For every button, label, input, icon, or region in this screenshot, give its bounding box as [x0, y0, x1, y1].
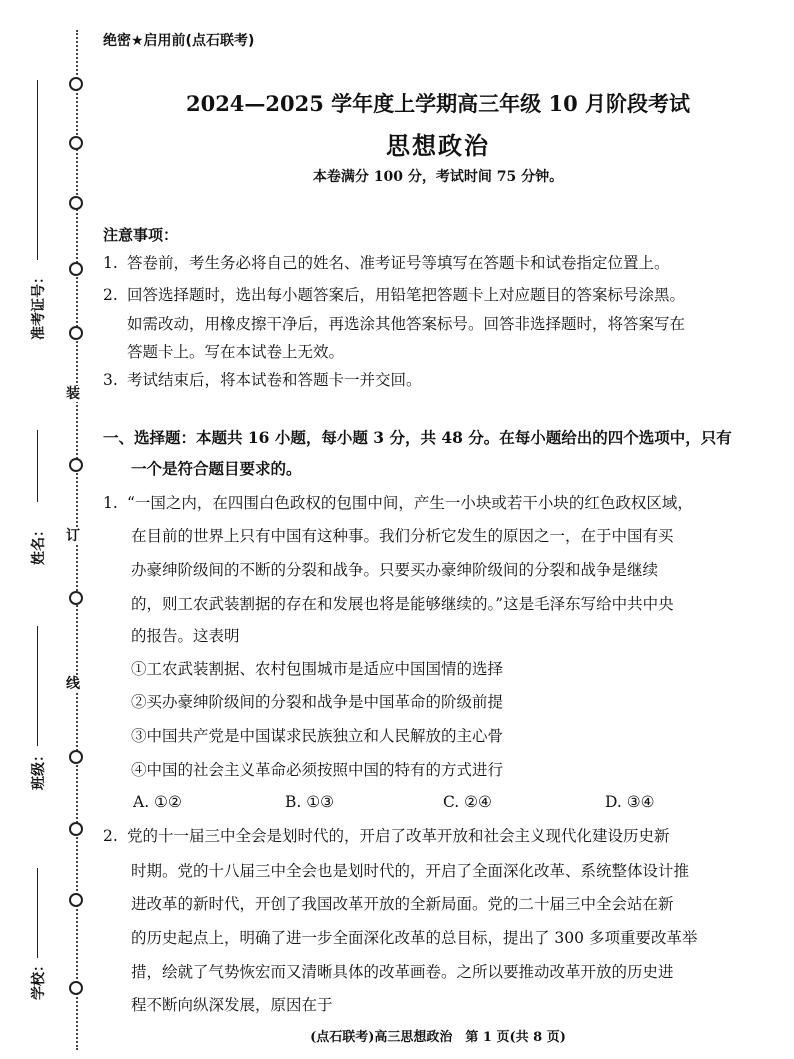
statement: ②买办豪绅阶级间的分裂和战争是中国革命的阶级前提 — [131, 693, 504, 711]
question-text: 的，则工农武装割据的存在和发展也将是能够继续的。”这是毛泽东写给中共中央 — [131, 595, 674, 613]
binding-hole — [69, 822, 83, 836]
binding-hole — [69, 458, 83, 472]
binding-margin — [0, 0, 100, 1059]
question-text: 进改革的新时代，开创了我国改革开放的全新局面。党的二十届三中全会站在新 — [131, 895, 674, 913]
question-text: “一国之内，在四围白色政权的包围中间，产生一小块或若干小块的红色政权区域， — [127, 494, 693, 512]
option-c: C. ②④ — [443, 793, 492, 811]
item-text: 答题卡上。写在本试卷上无效。 — [127, 343, 345, 361]
question-1 — [103, 493, 693, 513]
secret-label: 绝密★启用前(点石联考) — [103, 33, 255, 49]
name-label: 姓名： — [31, 523, 47, 565]
binding-hole — [69, 262, 83, 276]
item-text: 答卷前，考生务必将自己的姓名、准考证号等填写在答题卡和试卷指定位置上。 — [127, 254, 670, 272]
field-line — [37, 626, 38, 746]
question-2 — [103, 826, 670, 846]
fold-char-xian: 线 — [66, 676, 80, 692]
question-text: 的历史起点上，明确了进一步全面深化改革的总目标，提出了 300 多项重要改革举 — [131, 929, 698, 947]
binding-hole — [69, 981, 83, 995]
question-text: 程不断向纵深发展，原因在于 — [131, 996, 333, 1014]
item-number: 3. — [103, 371, 118, 389]
statement: ③中国共产党是中国谋求民族独立和人民解放的主心骨 — [131, 727, 504, 745]
question-text: 措，绘就了气势恢宏而又清晰具体的改革画卷。之所以要推动改革开放的历史进 — [131, 963, 674, 981]
exam-number-label: 准考证号： — [31, 270, 47, 340]
binding-hole — [69, 77, 83, 91]
question-number: 1. — [103, 494, 118, 512]
notice-heading: 注意事项： — [103, 226, 179, 244]
field-line — [37, 868, 38, 958]
subject-title: 思想政治 — [386, 131, 490, 160]
binding-hole — [69, 893, 83, 907]
section-heading: 一、选择题：本题共 16 小题，每小题 3 分，共 48 分。在每小题给出的四个选项中，只有 — [103, 428, 732, 447]
school-label: 学校： — [31, 958, 47, 1000]
notice-item — [103, 253, 670, 273]
statement: ①工农武装割据、农村包围城市是适应中国国情的选择 — [131, 660, 504, 678]
item-text: 考试结束后，将本试卷和答题卡一并交回。 — [127, 371, 422, 389]
binding-hole — [69, 750, 83, 764]
field-line — [37, 430, 38, 502]
exam-title: 2024—2025 学年度上学期高三年级 10 月阶段考试 — [185, 91, 691, 116]
binding-hole — [69, 196, 83, 210]
binding-hole — [69, 591, 83, 605]
option-d: D. ③④ — [605, 793, 655, 811]
option-b: B. ①③ — [285, 793, 335, 811]
question-text: 的报告。这表明 — [131, 627, 240, 645]
question-text: 党的十一届三中全会是划时代的，开启了改革开放和社会主义现代化建设历史新 — [127, 827, 670, 845]
question-text: 时期。党的十八届三中全会也是划时代的，开启了全面深化改革、系统整体设计推 — [131, 862, 690, 880]
item-text: 回答选择题时，选出每小题答案后，用铅笔把答题卡上对应题目的答案标号涂黑。 — [127, 286, 686, 304]
notice-item — [103, 370, 422, 390]
item-text: 如需改动，用橡皮擦干净后，再选涂其他答案标号。回答非选择题时，将答案写在 — [127, 315, 686, 333]
fold-char-zhuang: 装 — [66, 386, 80, 402]
binding-hole — [69, 136, 83, 150]
question-text: 办豪绅阶级间的不断的分裂和战争。只要买办豪绅阶级间的分裂和战争是继续 — [131, 561, 659, 579]
item-number: 2. — [103, 286, 118, 304]
section-heading-cont: 一个是符合题目要求的。 — [131, 459, 302, 478]
question-text: 在目前的世界上只有中国有这种事。我们分析它发生的原因之一，在于中国有买 — [131, 527, 674, 545]
field-line — [37, 80, 38, 260]
page-footer: (点石联考)高三思想政治 第 1 页(共 8 页) — [310, 1030, 566, 1045]
score-time-line: 本卷满分 100 分，考试时间 75 分钟。 — [312, 169, 564, 185]
question-number: 2. — [103, 827, 118, 845]
item-number: 1. — [103, 254, 118, 272]
class-label: 班级： — [31, 748, 47, 790]
notice-item — [103, 285, 685, 305]
statement: ④中国的社会主义革命必须按照中国的特有的方式进行 — [131, 761, 504, 779]
fold-char-ding: 订 — [66, 528, 80, 544]
binding-hole — [69, 326, 83, 340]
option-a: A. ①② — [133, 793, 182, 811]
